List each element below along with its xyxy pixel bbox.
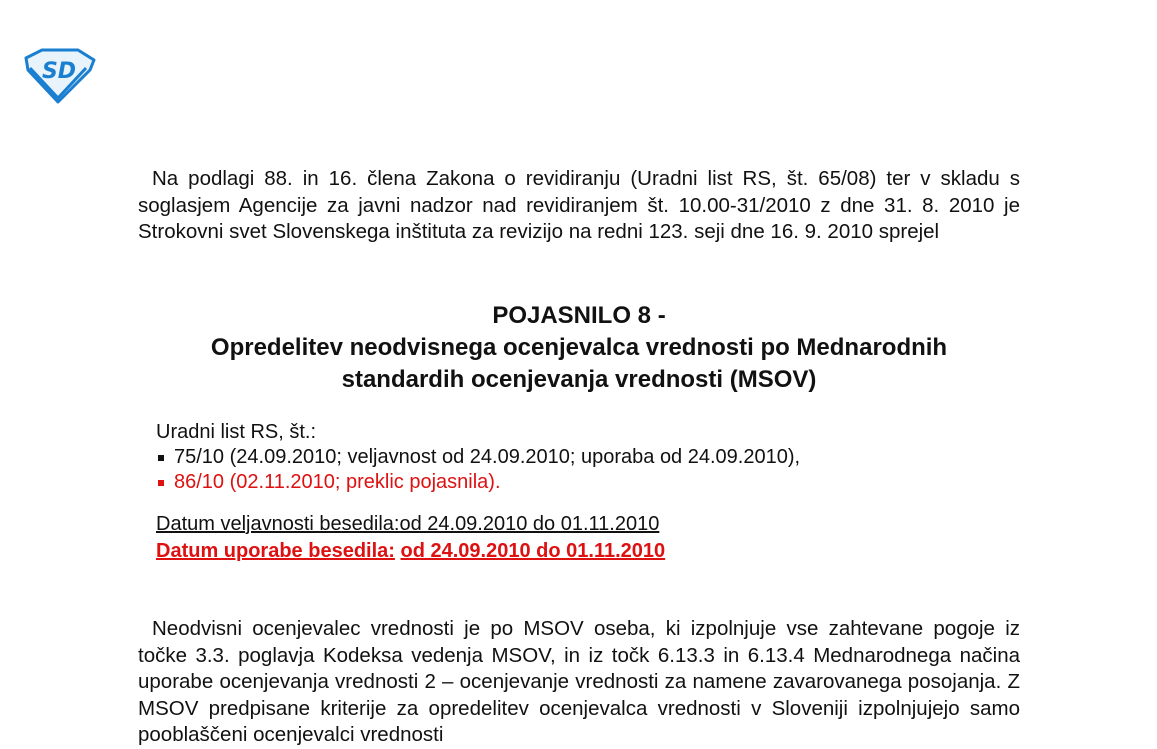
validity-dates (156, 511, 665, 565)
use-date-label: Datum uporabe besedila: (156, 540, 395, 562)
gazette-references (156, 420, 800, 495)
bullet-icon (158, 455, 164, 461)
title-line-3: standardih ocenjevanja vrednosti (MSOV) (341, 366, 817, 393)
gazette-item (156, 445, 800, 470)
use-date (156, 538, 665, 565)
document-title (138, 300, 1020, 396)
logo-monogram: SD (41, 59, 77, 84)
use-date-value: od 24.09.2010 do 01.11.2010 (400, 540, 666, 562)
body-paragraph: Neodvisni ocenjevalec vrednosti je po MSOV oseba, ki izpolnjuje vse zahtevane pogoje iz točke 3.3. poglavja Kodeksa vedenja MSOV, in iz točk 6.13.3 in 6.13.4 Mednarodnega načina uporabe ocenjevanja vrednosti 2 – ocenjevanje vrednosti za namene zavarovanega posojanja. Z MSOV predpisane kriterije za opredelitev ocenjevalca vrednosti v Sloveniji izpolnjujejo samo pooblaščeni ocenjevalci vrednosti (138, 617, 1020, 746)
bullet-icon (158, 480, 164, 486)
gazette-item-revocation (156, 470, 800, 495)
institute-logo (22, 48, 96, 104)
gazette-heading: Uradni list RS, št.: (156, 421, 317, 443)
title-line-2: Opredelitev neodvisnega ocenjevalca vrednosti po Mednarodnih (210, 334, 948, 361)
intro-paragraph: Na podlagi 88. in 16. člena Zakona o revidiranju (Uradni list RS, št. 65/08) ter v skladu s soglasjem Agencije za javni nadzor nad revidiranjem št. 10.00-31/2010 z dne 31. 8. 2010 je Strokovni svet Slovenskega inštituta za revizijo na redni 123. seji dne 16. 9. 2010 sprejel (138, 167, 1020, 243)
validity-date: Datum veljavnosti besedila:od 24.09.2010 do 01.11.2010 (156, 513, 660, 535)
gazette-item-text: 86/10 (02.11.2010; preklic pojasnila). (174, 471, 501, 493)
gazette-item-text: 75/10 (24.09.2010; veljavnost od 24.09.2010; uporaba od 24.09.2010), (174, 446, 801, 468)
title-line-1: POJASNILO 8 - (492, 302, 666, 329)
